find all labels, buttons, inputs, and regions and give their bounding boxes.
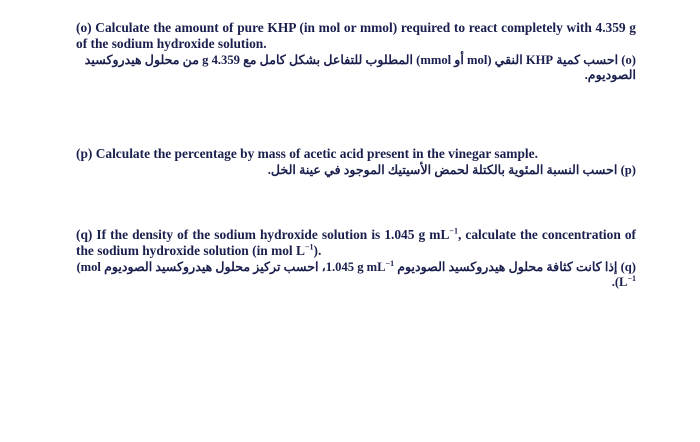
question-o-arabic: (o) احسب كمية KHP النقي (mol أو mmol) المطلوب للتفاعل بشكل كامل مع 4.359 g من محلول هيدروكسيد الصوديوم. — [84, 53, 636, 82]
question-o — [76, 20, 636, 83]
question-p-arabic: (p) احسب النسبة المئوية بالكتلة لحمض الأسيتيك الموجود في عينة الخل. — [267, 163, 636, 177]
question-p — [76, 146, 636, 178]
question-q-arabic: (q) إذا كانت كثافة محلول هيدروكسيد الصوديوم 1.045 g $mL^{-1}،$ احسب تركيز محلول هيدروكسيد الصوديوم (mol $L^{-1}$). — [76, 258, 636, 289]
question-p-english: (p) Calculate the percentage by mass of acetic acid present in the vinegar sample. — [76, 146, 538, 161]
question-q-english: (q) If the density of the sodium hydroxide solution is 1.045 g $mL^{-1}$, calculate the concentration of the sodium hydroxide solution (in mol $L^{-1}$). — [76, 226, 636, 258]
question-q — [76, 227, 636, 290]
question-o-english: (o) Calculate the amount of pure KHP (in mol or mmol) required to react completely with 4.359 g of the sodium hydroxide solution. — [76, 20, 636, 51]
